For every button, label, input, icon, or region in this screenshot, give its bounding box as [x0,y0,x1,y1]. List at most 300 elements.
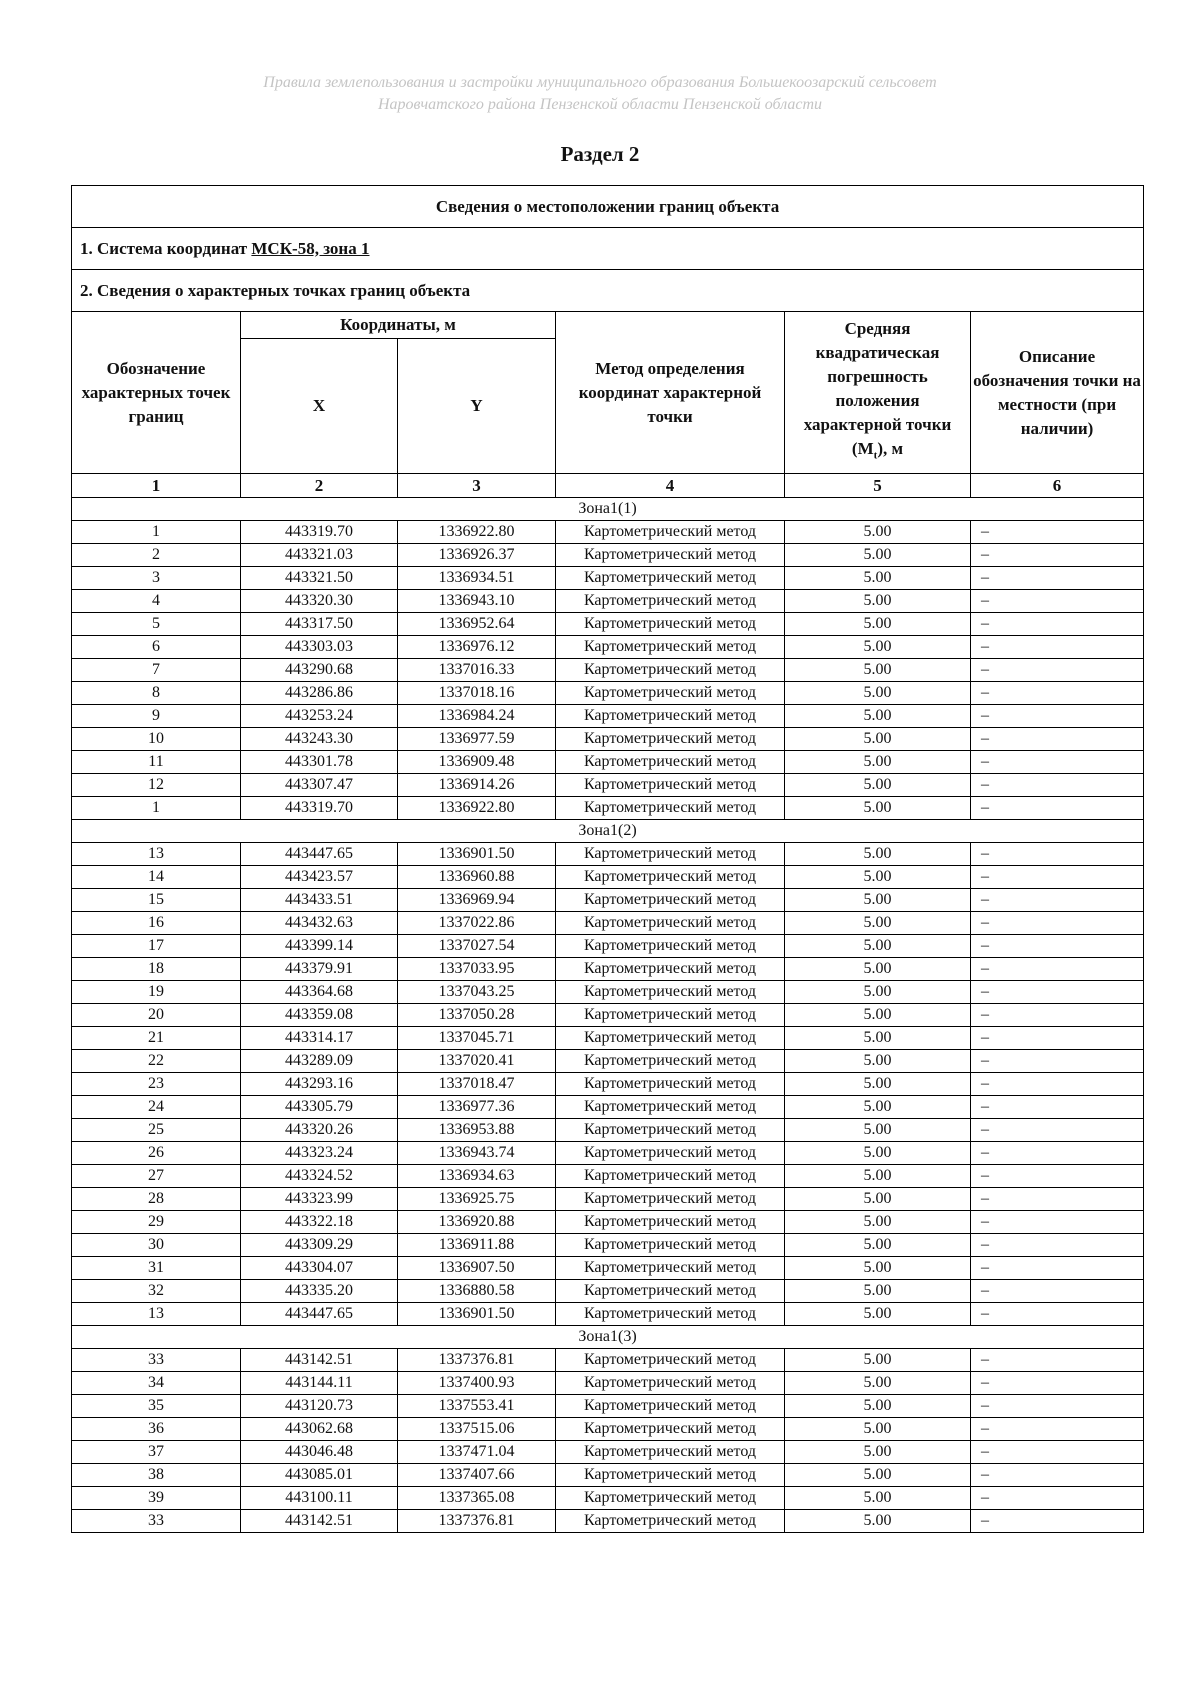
table-row [72,1234,1144,1257]
point-number-cell: 23 [72,1073,241,1096]
x-coordinate-cell: 443317.50 [241,613,398,636]
zone-label: Зона1(3) [72,1326,1144,1349]
x-coordinate-cell: 443120.73 [241,1395,398,1418]
table-row [72,1441,1144,1464]
y-coordinate-cell: 1336922.80 [398,521,556,544]
zone-row [72,820,1144,843]
point-number-cell: 35 [72,1395,241,1418]
description-cell: – [971,843,1144,866]
column-number: 1 [72,474,241,498]
error-cell: 5.00 [785,912,971,935]
y-coordinate-cell: 1336934.51 [398,567,556,590]
description-cell: – [971,1234,1144,1257]
description-cell: – [971,912,1144,935]
method-cell: Картометрический метод [556,1211,785,1234]
points-heading: 2. Сведения о характерных точках границ объекта [72,270,1144,312]
point-number-cell: 25 [72,1119,241,1142]
point-number-cell: 22 [72,1050,241,1073]
column-number: 6 [971,474,1144,498]
x-coordinate-cell: 443319.70 [241,797,398,820]
point-number-cell: 27 [72,1165,241,1188]
method-cell: Картометрический метод [556,705,785,728]
table-row [72,1211,1144,1234]
table-row [72,1510,1144,1533]
description-cell: – [971,1119,1144,1142]
description-cell: – [971,981,1144,1004]
y-coordinate-cell: 1337365.08 [398,1487,556,1510]
y-coordinate-cell: 1337407.66 [398,1464,556,1487]
header-x: X [241,339,398,474]
x-coordinate-cell: 443289.09 [241,1050,398,1073]
point-number-cell: 1 [72,797,241,820]
description-cell: – [971,751,1144,774]
point-number-cell: 10 [72,728,241,751]
method-cell: Картометрический метод [556,636,785,659]
error-cell: 5.00 [785,1280,971,1303]
method-cell: Картометрический метод [556,544,785,567]
method-cell: Картометрический метод [556,682,785,705]
method-cell: Картометрический метод [556,866,785,889]
description-cell: – [971,682,1144,705]
x-coordinate-cell: 443320.26 [241,1119,398,1142]
method-cell: Картометрический метод [556,1303,785,1326]
x-coordinate-cell: 443320.30 [241,590,398,613]
description-cell: – [971,889,1144,912]
method-cell: Картометрический метод [556,1004,785,1027]
method-cell: Картометрический метод [556,889,785,912]
description-cell: – [971,1303,1144,1326]
method-cell: Картометрический метод [556,659,785,682]
table-row [72,590,1144,613]
header-description: Описание обозначения точки на местности (при наличии) [971,312,1144,474]
description-cell: – [971,797,1144,820]
header-coordinates: Координаты, м [241,312,556,339]
description-cell: – [971,1050,1144,1073]
y-coordinate-cell: 1337016.33 [398,659,556,682]
table-row [72,797,1144,820]
error-cell: 5.00 [785,567,971,590]
y-coordinate-cell: 1336943.74 [398,1142,556,1165]
description-cell: – [971,1280,1144,1303]
error-cell: 5.00 [785,544,971,567]
error-cell: 5.00 [785,1073,971,1096]
point-number-cell: 24 [72,1096,241,1119]
y-coordinate-cell: 1337553.41 [398,1395,556,1418]
header-designation: Обозначение характерных точек границ [72,312,241,474]
description-cell: – [971,728,1144,751]
x-coordinate-cell: 443324.52 [241,1165,398,1188]
y-coordinate-cell: 1337376.81 [398,1349,556,1372]
table-row [72,889,1144,912]
table-row [72,567,1144,590]
error-cell: 5.00 [785,1395,971,1418]
x-coordinate-cell: 443142.51 [241,1349,398,1372]
point-number-cell: 12 [72,774,241,797]
method-cell: Картометрический метод [556,774,785,797]
point-number-cell: 29 [72,1211,241,1234]
error-cell: 5.00 [785,659,971,682]
method-cell: Картометрический метод [556,1234,785,1257]
x-coordinate-cell: 443433.51 [241,889,398,912]
description-cell: – [971,774,1144,797]
method-cell: Картометрический метод [556,751,785,774]
x-coordinate-cell: 443399.14 [241,935,398,958]
error-cell: 5.00 [785,1096,971,1119]
description-cell: – [971,567,1144,590]
table-row [72,1142,1144,1165]
x-coordinate-cell: 443301.78 [241,751,398,774]
error-cell: 5.00 [785,1211,971,1234]
error-cell: 5.00 [785,866,971,889]
point-number-cell: 7 [72,659,241,682]
point-number-cell: 26 [72,1142,241,1165]
x-coordinate-cell: 443319.70 [241,521,398,544]
description-cell: – [971,1188,1144,1211]
description-cell: – [971,958,1144,981]
method-cell: Картометрический метод [556,1510,785,1533]
table-row [72,981,1144,1004]
table-row [72,751,1144,774]
point-number-cell: 20 [72,1004,241,1027]
y-coordinate-cell: 1336901.50 [398,843,556,866]
method-cell: Картометрический метод [556,590,785,613]
x-coordinate-cell: 443335.20 [241,1280,398,1303]
x-coordinate-cell: 443142.51 [241,1510,398,1533]
method-cell: Картометрический метод [556,1073,785,1096]
error-cell: 5.00 [785,889,971,912]
x-coordinate-cell: 443423.57 [241,866,398,889]
y-coordinate-cell: 1336920.88 [398,1211,556,1234]
error-cell: 5.00 [785,1418,971,1441]
method-cell: Картометрический метод [556,1027,785,1050]
point-number-cell: 28 [72,1188,241,1211]
description-cell: – [971,1372,1144,1395]
method-cell: Картометрический метод [556,1441,785,1464]
table-row [72,1487,1144,1510]
table-row [72,544,1144,567]
table-row [72,1096,1144,1119]
description-cell: – [971,705,1144,728]
x-coordinate-cell: 443432.63 [241,912,398,935]
error-cell: 5.00 [785,751,971,774]
description-cell: – [971,636,1144,659]
column-number: 2 [241,474,398,498]
y-coordinate-cell: 1337018.47 [398,1073,556,1096]
x-coordinate-cell: 443293.16 [241,1073,398,1096]
point-number-cell: 21 [72,1027,241,1050]
x-coordinate-cell: 443290.68 [241,659,398,682]
error-cell: 5.00 [785,797,971,820]
y-coordinate-cell: 1336977.59 [398,728,556,751]
running-header [0,72,1200,116]
y-coordinate-cell: 1337471.04 [398,1441,556,1464]
method-cell: Картометрический метод [556,1395,785,1418]
running-header-line-1: Правила землепользования и застройки муниципального образования Большекоозарский сельсовет [263,74,937,91]
x-coordinate-cell: 443286.86 [241,682,398,705]
point-number-cell: 32 [72,1280,241,1303]
x-coordinate-cell: 443321.03 [241,544,398,567]
method-cell: Картометрический метод [556,843,785,866]
method-cell: Картометрический метод [556,1464,785,1487]
error-cell: 5.00 [785,728,971,751]
method-cell: Картометрический метод [556,567,785,590]
coordinate-system-row [72,228,1144,270]
method-cell: Картометрический метод [556,912,785,935]
method-cell: Картометрический метод [556,728,785,751]
x-coordinate-cell: 443144.11 [241,1372,398,1395]
y-coordinate-cell: 1336926.37 [398,544,556,567]
method-cell: Картометрический метод [556,958,785,981]
point-number-cell: 39 [72,1487,241,1510]
x-coordinate-cell: 443322.18 [241,1211,398,1234]
table-row [72,1119,1144,1142]
description-cell: – [971,1395,1144,1418]
method-cell: Картометрический метод [556,1487,785,1510]
zone-row [72,1326,1144,1349]
x-coordinate-cell: 443243.30 [241,728,398,751]
y-coordinate-cell: 1337033.95 [398,958,556,981]
y-coordinate-cell: 1336901.50 [398,1303,556,1326]
error-cell: 5.00 [785,682,971,705]
error-cell: 5.00 [785,590,971,613]
point-number-cell: 13 [72,843,241,866]
point-number-cell: 3 [72,567,241,590]
x-coordinate-cell: 443305.79 [241,1096,398,1119]
description-cell: – [971,1510,1144,1533]
y-coordinate-cell: 1336952.64 [398,613,556,636]
x-coordinate-cell: 443303.03 [241,636,398,659]
x-coordinate-cell: 443447.65 [241,843,398,866]
table-row [72,636,1144,659]
description-cell: – [971,866,1144,889]
description-cell: – [971,1211,1144,1234]
error-cell: 5.00 [785,1027,971,1050]
description-cell: – [971,613,1144,636]
y-coordinate-cell: 1336914.26 [398,774,556,797]
description-cell: – [971,1418,1144,1441]
error-cell: 5.00 [785,1303,971,1326]
x-coordinate-cell: 443447.65 [241,1303,398,1326]
description-cell: – [971,1464,1144,1487]
x-coordinate-cell: 443364.68 [241,981,398,1004]
y-coordinate-cell: 1336960.88 [398,866,556,889]
table-row [72,659,1144,682]
y-coordinate-cell: 1336977.36 [398,1096,556,1119]
table-row [72,935,1144,958]
zone-label: Зона1(1) [72,498,1144,521]
error-cell: 5.00 [785,1050,971,1073]
point-number-cell: 37 [72,1441,241,1464]
table-row [72,1464,1144,1487]
x-coordinate-cell: 443379.91 [241,958,398,981]
point-number-cell: 8 [72,682,241,705]
y-coordinate-cell: 1337018.16 [398,682,556,705]
x-coordinate-cell: 443307.47 [241,774,398,797]
x-coordinate-cell: 443085.01 [241,1464,398,1487]
y-coordinate-cell: 1336907.50 [398,1257,556,1280]
table-row [72,1418,1144,1441]
error-cell: 5.00 [785,521,971,544]
x-coordinate-cell: 443046.48 [241,1441,398,1464]
point-number-cell: 19 [72,981,241,1004]
error-cell: 5.00 [785,1257,971,1280]
table-row [72,912,1144,935]
method-cell: Картометрический метод [556,797,785,820]
header-error [785,312,971,474]
x-coordinate-cell: 443100.11 [241,1487,398,1510]
point-number-cell: 31 [72,1257,241,1280]
description-cell: – [971,935,1144,958]
table-title: Сведения о местоположении границ объекта [72,186,1144,228]
description-cell: – [971,1349,1144,1372]
error-cell: 5.00 [785,1349,971,1372]
x-coordinate-cell: 443309.29 [241,1234,398,1257]
method-cell: Картометрический метод [556,1372,785,1395]
x-coordinate-cell: 443323.24 [241,1142,398,1165]
table-row [72,1050,1144,1073]
method-cell: Картометрический метод [556,521,785,544]
error-cell: 5.00 [785,1464,971,1487]
table-row [72,728,1144,751]
y-coordinate-cell: 1337043.25 [398,981,556,1004]
table-row [72,521,1144,544]
description-cell: – [971,1142,1144,1165]
table-row [72,1395,1144,1418]
error-cell: 5.00 [785,1004,971,1027]
error-cell: 5.00 [785,1142,971,1165]
y-coordinate-cell: 1336976.12 [398,636,556,659]
table-row [72,1165,1144,1188]
x-coordinate-cell: 443323.99 [241,1188,398,1211]
x-coordinate-cell: 443359.08 [241,1004,398,1027]
method-cell: Картометрический метод [556,1050,785,1073]
y-coordinate-cell: 1336922.80 [398,797,556,820]
y-coordinate-cell: 1336953.88 [398,1119,556,1142]
table-row [72,1280,1144,1303]
point-number-cell: 16 [72,912,241,935]
x-coordinate-cell: 443321.50 [241,567,398,590]
error-cell: 5.00 [785,1119,971,1142]
x-coordinate-cell: 443314.17 [241,1027,398,1050]
point-number-cell: 30 [72,1234,241,1257]
table-row [72,1372,1144,1395]
y-coordinate-cell: 1336880.58 [398,1280,556,1303]
y-coordinate-cell: 1337022.86 [398,912,556,935]
point-number-cell: 11 [72,751,241,774]
table-row [72,1027,1144,1050]
column-number: 4 [556,474,785,498]
header-error-subscript: t [873,449,878,462]
method-cell: Картометрический метод [556,981,785,1004]
y-coordinate-cell: 1336909.48 [398,751,556,774]
x-coordinate-cell: 443304.07 [241,1257,398,1280]
error-cell: 5.00 [785,935,971,958]
table-row [72,1073,1144,1096]
running-header-line-2: Наровчатского района Пензенской области Пензенской области [377,96,823,113]
point-number-cell: 15 [72,889,241,912]
x-coordinate-cell: 443062.68 [241,1418,398,1441]
method-cell: Картометрический метод [556,613,785,636]
point-number-cell: 36 [72,1418,241,1441]
error-cell: 5.00 [785,636,971,659]
description-cell: – [971,1165,1144,1188]
section-title: Раздел 2 [560,142,640,166]
error-cell: 5.00 [785,981,971,1004]
error-cell: 5.00 [785,1487,971,1510]
zone-row [72,498,1144,521]
method-cell: Картометрический метод [556,1142,785,1165]
description-cell: – [971,1441,1144,1464]
coordinate-system-value: МСК-58, зона 1 [251,238,370,258]
y-coordinate-cell: 1336925.75 [398,1188,556,1211]
y-coordinate-cell: 1337515.06 [398,1418,556,1441]
description-cell: – [971,1487,1144,1510]
y-coordinate-cell: 1337027.54 [398,935,556,958]
y-coordinate-cell: 1337020.41 [398,1050,556,1073]
error-cell: 5.00 [785,613,971,636]
y-coordinate-cell: 1337376.81 [398,1510,556,1533]
method-cell: Картометрический метод [556,1280,785,1303]
coordinate-system-label: 1. Система координат [80,238,252,258]
description-cell: – [971,1257,1144,1280]
x-coordinate-cell: 443253.24 [241,705,398,728]
table-row [72,705,1144,728]
description-cell: – [971,659,1144,682]
method-cell: Картометрический метод [556,1096,785,1119]
method-cell: Картометрический метод [556,1119,785,1142]
table-row [72,774,1144,797]
table-row [72,1004,1144,1027]
description-cell: – [971,1073,1144,1096]
table-row [72,1303,1144,1326]
y-coordinate-cell: 1336934.63 [398,1165,556,1188]
error-cell: 5.00 [785,1372,971,1395]
point-number-cell: 17 [72,935,241,958]
point-number-cell: 38 [72,1464,241,1487]
description-cell: – [971,1096,1144,1119]
point-number-cell: 34 [72,1372,241,1395]
method-cell: Картометрический метод [556,1418,785,1441]
table-row [72,958,1144,981]
description-cell: – [971,590,1144,613]
table-row [72,1188,1144,1211]
header-y: Y [398,339,556,474]
error-cell: 5.00 [785,843,971,866]
method-cell: Картометрический метод [556,1188,785,1211]
column-number: 5 [785,474,971,498]
point-number-cell: 18 [72,958,241,981]
y-coordinate-cell: 1337045.71 [398,1027,556,1050]
y-coordinate-cell: 1336943.10 [398,590,556,613]
y-coordinate-cell: 1336911.88 [398,1234,556,1257]
description-cell: – [971,1027,1144,1050]
table-row [72,1257,1144,1280]
table-row [72,866,1144,889]
method-cell: Картометрический метод [556,935,785,958]
description-cell: – [971,544,1144,567]
table-row [72,613,1144,636]
point-number-cell: 6 [72,636,241,659]
zone-label: Зона1(2) [72,820,1144,843]
method-cell: Картометрический метод [556,1257,785,1280]
table-row [72,1349,1144,1372]
y-coordinate-cell: 1337400.93 [398,1372,556,1395]
header-error-unit: ), м [877,439,904,459]
y-coordinate-cell: 1336984.24 [398,705,556,728]
boundary-points-table [71,185,1144,1533]
point-number-cell: 1 [72,521,241,544]
error-cell: 5.00 [785,774,971,797]
